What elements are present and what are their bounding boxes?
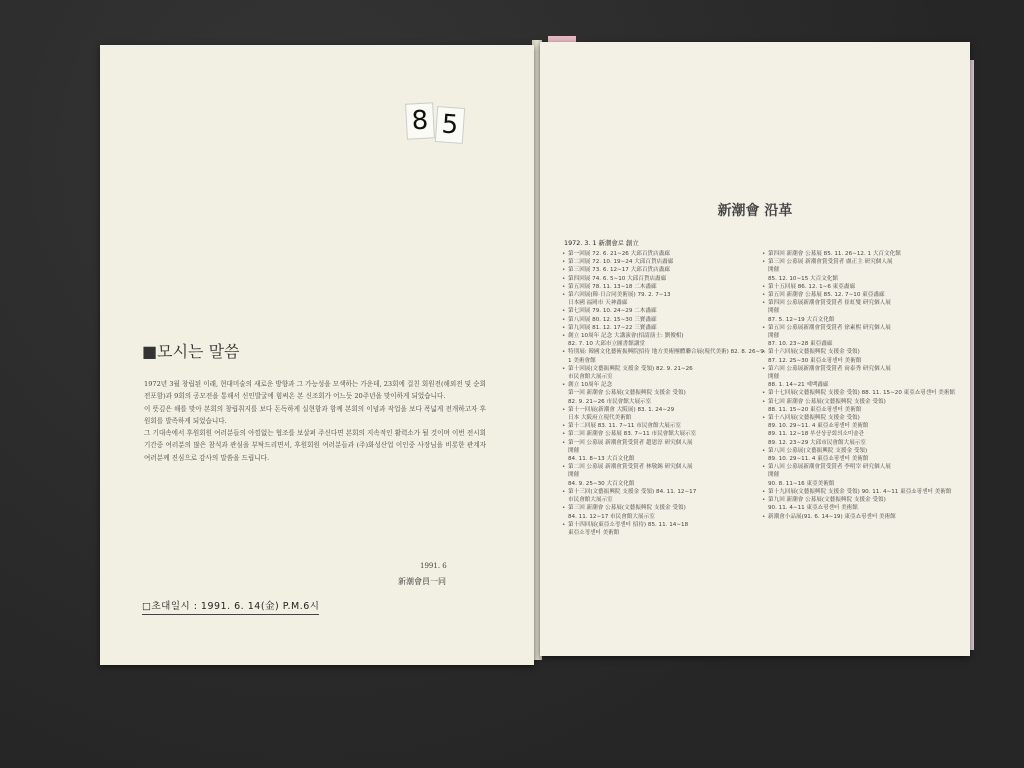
- history-entry: • 第十六回展(文藝振興院 支援金 受領) 87. 12. 25∼30 東亞쇼핑센터 美術館: [762, 348, 958, 364]
- history-entry: • 第十三回(文藝振興院 支援金 受領) 84. 11. 12∼17 市民會館大展示室: [562, 488, 767, 504]
- history-entry: • 創立 10周年 記念 大講演會(招請演士: 劉俊相) 82. 7. 10 大邱市立圖書館講堂: [562, 332, 767, 348]
- history-entry: • 第一回展 72. 6. 21∼26 大邱百貨店畵廊: [562, 250, 767, 258]
- history-entry: • 第十一回展(新潮會 大阪展) 83. 1. 24∼29 日本 大阪府立現代美術館: [562, 406, 767, 422]
- history-entry: • 第五回 公募展新潮會賞受賞者 徐素熙 研究個人展 開催 87. 10. 23∼28 東亞畵廊: [762, 324, 958, 349]
- history-entry: • 第二回 公募展 新潮會賞受賞者 林敬錫 研究個人展 開催 84. 9. 25∼30 大百文化館: [562, 463, 767, 488]
- invitation-paragraph: 그 기대속에서 후원회원 여러분들의 아낌없는 협조를 보살펴 주신다면 본회의 지속적인 활력소가 될 것이며 이번 전시회 기간중 여러분의 많은 참석과 관심을 부탁드리면서, 후원회원 여러분들과 (주)화성산업 이인중 사장님을 비롯한 관계자 여러분께 진심으로 감사의 말씀을 드립니다.: [144, 429, 486, 462]
- history-entry: • 第六回 公募展新潮會賞受賞者 尙泰秀 研究個人展 開催 88. 1. 14∼21 예백畵廊: [762, 365, 958, 390]
- sticker-digit: 5: [435, 106, 465, 144]
- history-title: 新潮會 沿革: [717, 203, 793, 219]
- history-entry: • 第二回 新潮會 公募展 83. 7∼11 市民會館大展示室: [562, 430, 767, 438]
- history-entry: • 第十七回展(文藝振興院 支援金 受領) 88. 11. 15∼20 東亞쇼핑센터 美術館: [762, 389, 958, 397]
- history-entry: • 第四回展 74. 6. 5∼10 大邱百貨店畵廊: [562, 275, 767, 283]
- history-entry: • 第二回展 72. 10. 19∼24 大邱百貨店畵廊: [562, 258, 767, 266]
- history-entry: • 特別展: 韓國文化藝術振興院招待 地方美術團體聯合展(現代美術) 82. 8. 26∼9. 1 美術會館: [562, 348, 767, 364]
- history-entry: • 第三回展 73. 6. 12∼17 大邱百貨店畵廊: [562, 266, 767, 274]
- history-entry: • 第八回展 80. 12. 15∼30 三寶畵廊: [562, 316, 767, 324]
- founding-line: 1972. 3. 1 新潮會로 創立: [564, 239, 639, 247]
- invitation-body: [144, 378, 486, 464]
- history-entry: • 第十五回展 86. 12. 1∼6 東亞畵廊: [762, 283, 958, 291]
- letter-date: 1991. 6: [420, 562, 447, 570]
- invitation-paragraph: 1972년 3월 창립된 이래, 현대미술의 새로운 방향과 그 가능성을 모색하는 가운데, 23회에 걸친 회원전(해외전 및 순회전포함)과 9회의 공모전을 통해서 신인발굴에 힘써온 본 신조회가 어느듯 20주년을 맞이하게 되었습니다.: [144, 380, 486, 401]
- history-entry: • 第五回展 78. 11. 13∼18 二木畵廊: [562, 283, 767, 291]
- history-entry: • 第九回展 81. 12. 17∼22 三寶畵廊: [562, 324, 767, 332]
- history-entry: • 第四回 公募展新潮會賞受賞者 崔虹燮 研究個人展 開催 87. 5. 12∼19 大百文化館: [762, 299, 958, 324]
- history-entry: • 第四回 新潮會 公募展 85. 11. 26∼12. 1 大百文化館: [762, 250, 958, 258]
- history-entry: • 第六回展(韓·日合同美術展) 79. 2. 7∼13 日本國 福岡市 天神畵廊: [562, 291, 767, 307]
- invitation-event-date: □초대일시 : 1991. 6. 14(金) P.M.6시: [142, 598, 319, 615]
- invitation-heading: ■모시는 말씀: [142, 342, 240, 361]
- history-entry: • 第三回 公募展 新潮會賞受賞者 盧正主 研究個人展 開催 85. 12. 10∼15 大百文化館: [762, 258, 958, 283]
- history-entry: • 第八回 公募展新潮會賞受賞者 李明宰 研究個人展 開催 90. 8. 11∼16 東亞美術館: [762, 463, 958, 488]
- history-entry: • 第五回 新潮會 公募展 85. 12. 7∼10 東亞畵廊: [762, 291, 958, 299]
- history-entry: • 第十回展(文藝振興院 支援金 受領) 82. 9. 21∼26 市民會館大展示室: [562, 365, 767, 381]
- history-entry: • 第十四回展(東亞소정센터 招待) 85. 11. 14∼18 東亞소정센터 美術館: [562, 521, 767, 537]
- history-entry: • 第一回 公募展 新潮會賞受賞者 趙恩淳 研究個人展 開催 84. 11. 8∼13 大百文化館: [562, 439, 767, 464]
- history-list-right: [762, 250, 958, 521]
- sticker-digit: 8: [405, 102, 435, 139]
- history-entry: • 第七回展 79. 10. 24∼29 二木畵廊: [562, 307, 767, 315]
- letter-signature: 新潮會員一同: [398, 577, 446, 586]
- right-page: [540, 42, 970, 656]
- history-entry: • 第十八回展(文藝振興院 支援金 受領) 89. 10. 29∼11. 4 東亞쇼핑센터 美術館 89. 11. 12∼18 부산상공회의소미술관 89. 12. 23∼29 大邱市民會館大展示室: [762, 414, 958, 447]
- history-list-left: [562, 250, 767, 537]
- history-entry: • 創立 10周年 記念 第一回 新潮會 公募展(文藝振興院 支援金 受領) 82. 9. 21∼26 市民會館大展示室: [562, 381, 767, 406]
- history-entry: • 第十九回展(文藝振興院 支援金 受領) 90. 11. 4∼11 東亞쇼핑센터 美術館: [762, 488, 958, 496]
- invitation-paragraph: 이 뜻깊은 해를 맞아 본회의 창립취지를 보다 돈독하게 실현함과 함께 본회의 이념과 작업을 보다 폭넓게 전개하고자 후원회를 발족하게 되었습니다.: [144, 404, 486, 425]
- page-number-sticker: [406, 103, 468, 143]
- history-entry: • 新潮會小品展(91. 6. 14∼19) 東亞쇼핑센터 美術館: [762, 513, 958, 521]
- history-entry: • 第八回 公募展(文藝振興院 支援金 受領) 89. 10. 29∼11. 4 東亞쇼핑센터 美術館: [762, 447, 958, 463]
- left-page: [100, 45, 534, 665]
- history-entry: • 第十二回展 83. 11. 7∼11 市民會館大展示室: [562, 422, 767, 430]
- history-entry: • 第九回 新潮會 公募展(文藝振興院 支援金 受領) 90. 11. 4∼11 東亞쇼핑센터 美術館: [762, 496, 958, 512]
- history-entry: • 第七回 新潮會 公募展(文藝振興院 支援金 受領) 88. 11. 15∼20 東亞쇼핑센터 美術館: [762, 398, 958, 414]
- history-entry: • 第三回 新潮會 公募展(文藝振興院 支援金 受領) 84. 11. 12∼17 市民會館大展示室: [562, 504, 767, 520]
